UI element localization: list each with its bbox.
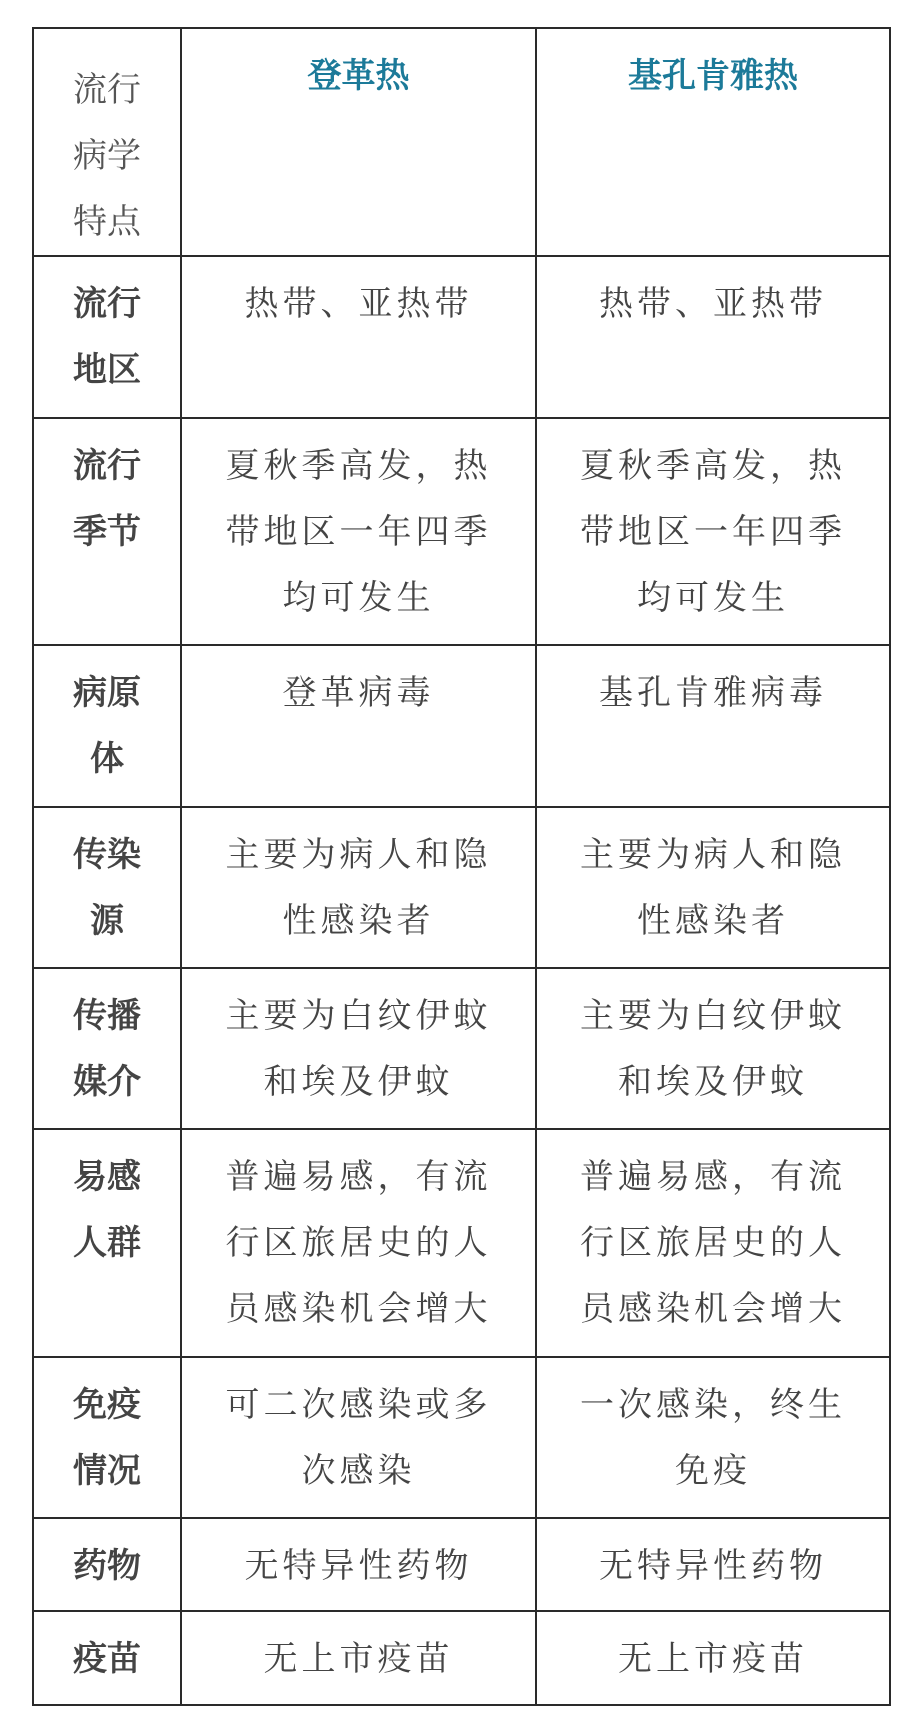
row-label: 流行 季节	[73, 446, 141, 552]
table-row	[33, 645, 890, 807]
chikungunya-value: 无上市疫苗	[618, 1639, 808, 1679]
dengue-cell	[181, 256, 536, 418]
dengue-value: 主要为白纹伊蚊 和埃及伊蚊	[225, 996, 492, 1102]
row-label-cell	[33, 418, 181, 645]
table-row	[33, 1518, 890, 1611]
chikungunya-value: 主要为白纹伊蚊 和埃及伊蚊	[580, 996, 846, 1102]
table-row	[33, 807, 890, 968]
chikungunya-cell	[536, 256, 890, 418]
comparison-table	[32, 27, 891, 1706]
chikungunya-value: 基孔肯雅病毒	[599, 673, 827, 713]
row-label-cell	[33, 1518, 181, 1611]
dengue-cell	[181, 1129, 536, 1357]
row-label-cell	[33, 1357, 181, 1518]
chikungunya-value: 主要为病人和隐 性感染者	[580, 835, 846, 941]
row-label-cell	[33, 1611, 181, 1705]
chikungunya-cell	[536, 645, 890, 807]
table-row	[33, 968, 890, 1129]
row-label-cell	[33, 645, 181, 807]
chikungunya-cell	[536, 418, 890, 645]
row-label: 免疫 情况	[73, 1385, 141, 1491]
table-row	[33, 256, 890, 418]
comparison-table-container	[32, 27, 889, 1706]
dengue-cell	[181, 645, 536, 807]
chikungunya-cell	[536, 1611, 890, 1705]
row-label-cell	[33, 1129, 181, 1357]
chikungunya-cell	[536, 1357, 890, 1518]
chikungunya-cell	[536, 1129, 890, 1357]
chikungunya-cell	[536, 968, 890, 1129]
dengue-value: 夏秋季高发，热 带地区一年四季 均可发生	[225, 446, 492, 618]
header-dengue-cell	[181, 28, 536, 256]
row-label: 易感 人群	[73, 1157, 141, 1263]
table-row	[33, 418, 890, 645]
chikungunya-value: 一次感染，终生 免疫	[580, 1385, 846, 1491]
row-label-cell	[33, 807, 181, 968]
row-label-cell	[33, 256, 181, 418]
chikungunya-value: 热带、亚热带	[599, 284, 827, 324]
row-label: 传染 源	[73, 835, 141, 941]
header-chikungunya-cell	[536, 28, 890, 256]
dengue-cell	[181, 1611, 536, 1705]
chikungunya-cell	[536, 807, 890, 968]
header-chikungunya: 基孔肯雅热	[628, 56, 798, 96]
dengue-value: 普遍易感，有流 行区旅居史的人 员感染机会增大	[225, 1157, 492, 1329]
chikungunya-value: 普遍易感，有流 行区旅居史的人 员感染机会增大	[580, 1157, 846, 1329]
row-label: 疫苗	[73, 1639, 141, 1679]
table-row	[33, 1611, 890, 1705]
dengue-cell	[181, 1357, 536, 1518]
dengue-value: 可二次感染或多 次感染	[225, 1385, 492, 1491]
table-row	[33, 1129, 890, 1357]
dengue-value: 无特异性药物	[244, 1546, 473, 1586]
dengue-value: 热带、亚热带	[244, 284, 473, 324]
row-label: 传播 媒介	[73, 996, 141, 1102]
row-label: 药物	[73, 1546, 141, 1586]
dengue-value: 无上市疫苗	[263, 1639, 454, 1679]
row-label-cell	[33, 968, 181, 1129]
dengue-cell	[181, 418, 536, 645]
dengue-value: 主要为病人和隐 性感染者	[225, 835, 492, 941]
table-header-row	[33, 28, 890, 256]
chikungunya-value: 无特异性药物	[599, 1546, 827, 1586]
header-label-cell	[33, 28, 181, 256]
row-label: 病原 体	[73, 673, 141, 779]
chikungunya-cell	[536, 1518, 890, 1611]
dengue-cell	[181, 968, 536, 1129]
dengue-value: 登革病毒	[282, 673, 435, 713]
header-dengue: 登革热	[307, 56, 410, 96]
header-label: 流行 病学 特点	[73, 70, 141, 242]
row-label: 流行 地区	[73, 284, 141, 390]
chikungunya-value: 夏秋季高发，热 带地区一年四季 均可发生	[580, 446, 846, 618]
dengue-cell	[181, 807, 536, 968]
table-row	[33, 1357, 890, 1518]
dengue-cell	[181, 1518, 536, 1611]
